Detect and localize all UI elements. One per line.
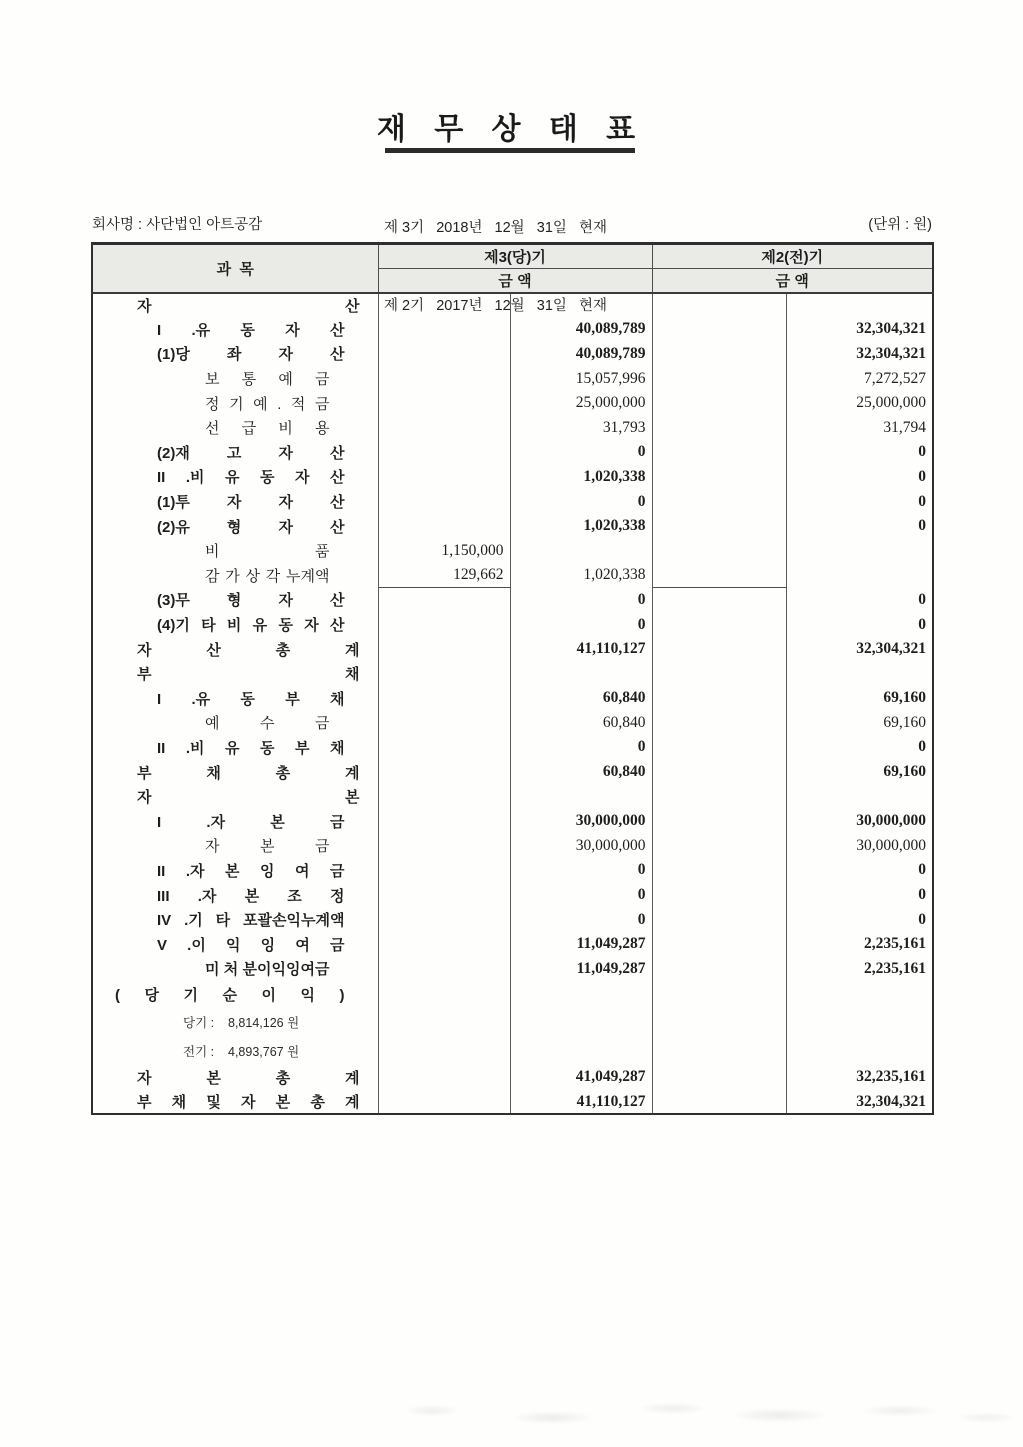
amount-cell: 1,020,338 xyxy=(510,514,652,539)
table-row xyxy=(92,883,933,908)
amount-cell xyxy=(786,293,933,318)
table-row xyxy=(92,489,933,514)
amount-cell xyxy=(378,489,510,514)
amount-cell: 31,793 xyxy=(510,415,652,440)
account-label: 당기 : 8,814,126 원 xyxy=(92,1007,378,1036)
amount-cell xyxy=(652,612,786,637)
table-row xyxy=(92,538,933,563)
amount-cell: 0 xyxy=(510,588,652,613)
amount-cell xyxy=(510,1036,652,1065)
amount-cell xyxy=(652,834,786,859)
amount-cell: 30,000,000 xyxy=(510,809,652,834)
table-row xyxy=(92,858,933,883)
table-row xyxy=(92,317,933,342)
account-label: (4)기 타 비 유 동 자 산 xyxy=(92,612,378,637)
amount-cell xyxy=(378,711,510,736)
account-label: I .유 동 자 산 xyxy=(92,317,378,342)
table-row xyxy=(92,932,933,957)
amount-cell: 60,840 xyxy=(510,686,652,711)
table-row xyxy=(92,661,933,686)
amount-cell: 0 xyxy=(786,612,933,637)
amount-cell xyxy=(378,957,510,982)
company-name: 회사명 : 사단법인 아트공감 xyxy=(92,217,263,233)
amount-cell xyxy=(786,538,933,563)
table-row xyxy=(92,440,933,465)
amount-cell: 32,304,321 xyxy=(786,637,933,662)
amount-cell xyxy=(652,293,786,318)
amount-cell xyxy=(652,858,786,883)
amount-cell xyxy=(786,981,933,1007)
account-label: 감 가 상 각 누계액 xyxy=(92,563,378,588)
amount-cell: 40,089,789 xyxy=(510,317,652,342)
amount-cell xyxy=(652,366,786,391)
table-row xyxy=(92,735,933,760)
table-row xyxy=(92,588,933,613)
amount-cell xyxy=(378,784,510,809)
table-row xyxy=(92,686,933,711)
table-row xyxy=(92,366,933,391)
amount-cell xyxy=(652,440,786,465)
table-row xyxy=(92,612,933,637)
table-row xyxy=(92,637,933,662)
account-label: ( 당 기 순 이 익 ) xyxy=(92,981,378,1007)
amount-cell xyxy=(378,981,510,1007)
amount-cell xyxy=(652,711,786,736)
period-line-prior: 제 2기 2017년 12월 31일 현재 xyxy=(384,298,607,314)
amount-cell: 11,049,287 xyxy=(510,957,652,982)
account-label: 정 기 예 . 적 금 xyxy=(92,391,378,416)
table-row xyxy=(92,342,933,367)
amount-cell: 1,020,338 xyxy=(510,465,652,490)
amount-cell: 2,235,161 xyxy=(786,957,933,982)
amount-cell: 32,235,161 xyxy=(786,1065,933,1090)
amount-cell xyxy=(652,489,786,514)
scan-artifact xyxy=(352,1390,1020,1436)
amount-cell xyxy=(378,907,510,932)
column-header-period-current: 제3(당)기 xyxy=(378,244,652,269)
amount-cell: 0 xyxy=(510,858,652,883)
amount-cell xyxy=(652,809,786,834)
amount-cell: 30,000,000 xyxy=(510,834,652,859)
table-row xyxy=(92,784,933,809)
table-row xyxy=(92,1007,933,1036)
amount-cell: 60,840 xyxy=(510,711,652,736)
amount-cell xyxy=(652,637,786,662)
account-label: (1)투 자 자 산 xyxy=(92,489,378,514)
account-label: 부 채 및 자 본 총 계 xyxy=(92,1090,378,1115)
amount-cell: 69,160 xyxy=(786,760,933,785)
period-line-current: 제 3기 2018년 12월 31일 현재 xyxy=(384,220,607,236)
amount-cell: 0 xyxy=(510,489,652,514)
amount-cell: 0 xyxy=(786,489,933,514)
table-row xyxy=(92,465,933,490)
account-label: I .자 본 금 xyxy=(92,809,378,834)
amount-cell xyxy=(652,538,786,563)
account-label: II .자 본 잉 여 금 xyxy=(92,858,378,883)
account-label: II .비 유 동 자 산 xyxy=(92,465,378,490)
column-header-amount-current: 금 액 xyxy=(378,269,652,293)
account-label: 자 본 xyxy=(92,784,378,809)
amount-cell xyxy=(652,514,786,539)
table-row xyxy=(92,981,933,1007)
amount-cell xyxy=(786,1007,933,1036)
amount-cell: 32,304,321 xyxy=(786,342,933,367)
amount-cell: 30,000,000 xyxy=(786,834,933,859)
amount-cell xyxy=(652,588,786,613)
amount-cell xyxy=(652,957,786,982)
amount-cell xyxy=(652,883,786,908)
amount-cell xyxy=(378,465,510,490)
amount-cell xyxy=(510,784,652,809)
amount-cell xyxy=(652,342,786,367)
amount-cell xyxy=(652,391,786,416)
amount-cell xyxy=(652,1090,786,1115)
table-row xyxy=(92,293,933,318)
amount-cell xyxy=(652,1007,786,1036)
amount-cell xyxy=(378,415,510,440)
table-row xyxy=(92,1036,933,1065)
amount-cell xyxy=(652,686,786,711)
amount-cell: 0 xyxy=(786,465,933,490)
account-label: 자 산 xyxy=(92,293,378,318)
account-label: 미 처 분이익잉여금 xyxy=(92,957,378,982)
amount-cell xyxy=(652,760,786,785)
amount-cell xyxy=(652,1065,786,1090)
balance-sheet-table xyxy=(91,242,934,1115)
amount-cell: 7,272,527 xyxy=(786,366,933,391)
account-label: 선 급 비 용 xyxy=(92,415,378,440)
title-underline xyxy=(385,148,635,153)
account-label: (3)무 형 자 산 xyxy=(92,588,378,613)
account-label: 자 산 총 계 xyxy=(92,637,378,662)
amount-cell xyxy=(378,342,510,367)
amount-cell xyxy=(786,1036,933,1065)
amount-cell: 0 xyxy=(510,612,652,637)
amount-cell xyxy=(378,366,510,391)
amount-cell xyxy=(378,932,510,957)
amount-cell xyxy=(786,563,933,588)
amount-cell xyxy=(378,1065,510,1090)
amount-cell: 0 xyxy=(786,735,933,760)
column-header-period-prior: 제2(전)기 xyxy=(652,244,933,269)
amount-cell xyxy=(652,465,786,490)
table-body xyxy=(92,293,933,1115)
amount-cell: 1,150,000 xyxy=(378,538,510,563)
table-row xyxy=(92,563,933,588)
table-row xyxy=(92,834,933,859)
table-row xyxy=(92,711,933,736)
amount-cell xyxy=(652,563,786,588)
table-row xyxy=(92,1065,933,1090)
amount-cell: 41,110,127 xyxy=(510,637,652,662)
amount-cell: 129,662 xyxy=(378,563,510,588)
table-header xyxy=(92,244,933,293)
amount-cell xyxy=(378,735,510,760)
account-label: V .이 익 잉 여 금 xyxy=(92,932,378,957)
page-title: 재 무 상 태 표 xyxy=(376,113,639,146)
amount-cell xyxy=(652,735,786,760)
amount-cell: 0 xyxy=(510,440,652,465)
account-label: 비 품 xyxy=(92,538,378,563)
amount-cell xyxy=(786,661,933,686)
amount-cell xyxy=(378,1007,510,1036)
account-label: 자 본 총 계 xyxy=(92,1065,378,1090)
amount-cell: 0 xyxy=(786,883,933,908)
account-label: 자 본 금 xyxy=(92,834,378,859)
amount-cell: 2,235,161 xyxy=(786,932,933,957)
table-row xyxy=(92,391,933,416)
table-row xyxy=(92,1090,933,1115)
amount-cell: 15,057,996 xyxy=(510,366,652,391)
amount-cell: 69,160 xyxy=(786,711,933,736)
column-header-amount-prior: 금 액 xyxy=(652,269,933,293)
amount-cell xyxy=(378,391,510,416)
amount-cell xyxy=(378,612,510,637)
amount-cell: 69,160 xyxy=(786,686,933,711)
table-row xyxy=(92,809,933,834)
account-label: II .비 유 동 부 채 xyxy=(92,735,378,760)
amount-cell xyxy=(378,760,510,785)
amount-cell: 1,020,338 xyxy=(510,563,652,588)
amount-cell xyxy=(378,834,510,859)
table-row xyxy=(92,957,933,982)
amount-cell: 0 xyxy=(786,588,933,613)
amount-cell xyxy=(510,981,652,1007)
amount-cell: 60,840 xyxy=(510,760,652,785)
meta-row xyxy=(92,213,932,234)
account-label: III .자 본 조 정 xyxy=(92,883,378,908)
table-row xyxy=(92,415,933,440)
table-row xyxy=(92,907,933,932)
amount-cell xyxy=(378,1036,510,1065)
account-label: 보 통 예 금 xyxy=(92,366,378,391)
amount-cell xyxy=(652,907,786,932)
amount-cell xyxy=(652,415,786,440)
account-label: IV .기 타 포괄손익누계액 xyxy=(92,907,378,932)
amount-cell: 0 xyxy=(510,883,652,908)
amount-cell: 41,110,127 xyxy=(510,1090,652,1115)
amount-cell xyxy=(510,1007,652,1036)
unit-label: (단위 : 원) xyxy=(868,217,932,233)
amount-cell xyxy=(378,809,510,834)
amount-cell xyxy=(378,514,510,539)
account-label: (2)유 형 자 산 xyxy=(92,514,378,539)
account-label: (2)재 고 자 산 xyxy=(92,440,378,465)
amount-cell xyxy=(378,588,510,613)
table-row xyxy=(92,514,933,539)
account-label: 부 채 총 계 xyxy=(92,760,378,785)
amount-cell: 32,304,321 xyxy=(786,317,933,342)
account-label: I .유 동 부 채 xyxy=(92,686,378,711)
amount-cell xyxy=(510,538,652,563)
amount-cell xyxy=(652,317,786,342)
amount-cell xyxy=(378,883,510,908)
account-label: 예 수 금 xyxy=(92,711,378,736)
amount-cell xyxy=(786,784,933,809)
amount-cell xyxy=(652,932,786,957)
amount-cell xyxy=(378,637,510,662)
amount-cell: 11,049,287 xyxy=(510,932,652,957)
amount-cell xyxy=(378,661,510,686)
amount-cell xyxy=(378,858,510,883)
amount-cell: 31,794 xyxy=(786,415,933,440)
amount-cell xyxy=(378,293,510,318)
amount-cell: 30,000,000 xyxy=(786,809,933,834)
amount-cell xyxy=(652,981,786,1007)
amount-cell xyxy=(510,293,652,318)
account-label: (1)당 좌 자 산 xyxy=(92,342,378,367)
amount-cell: 0 xyxy=(510,735,652,760)
account-label: 전기 : 4,893,767 원 xyxy=(92,1036,378,1065)
amount-cell xyxy=(652,661,786,686)
amount-cell xyxy=(652,1036,786,1065)
amount-cell: 0 xyxy=(786,907,933,932)
account-label: 부 채 xyxy=(92,661,378,686)
amount-cell xyxy=(510,661,652,686)
amount-cell: 41,049,287 xyxy=(510,1065,652,1090)
column-header-subject: 과 목 xyxy=(92,244,378,293)
amount-cell: 0 xyxy=(510,907,652,932)
table-row xyxy=(92,760,933,785)
amount-cell: 25,000,000 xyxy=(786,391,933,416)
amount-cell: 0 xyxy=(786,858,933,883)
amount-cell: 0 xyxy=(786,440,933,465)
amount-cell: 32,304,321 xyxy=(786,1090,933,1115)
amount-cell xyxy=(378,440,510,465)
amount-cell xyxy=(378,686,510,711)
amount-cell: 40,089,789 xyxy=(510,342,652,367)
amount-cell xyxy=(378,1090,510,1115)
amount-cell: 0 xyxy=(786,514,933,539)
amount-cell xyxy=(378,317,510,342)
amount-cell: 25,000,000 xyxy=(510,391,652,416)
amount-cell xyxy=(652,784,786,809)
